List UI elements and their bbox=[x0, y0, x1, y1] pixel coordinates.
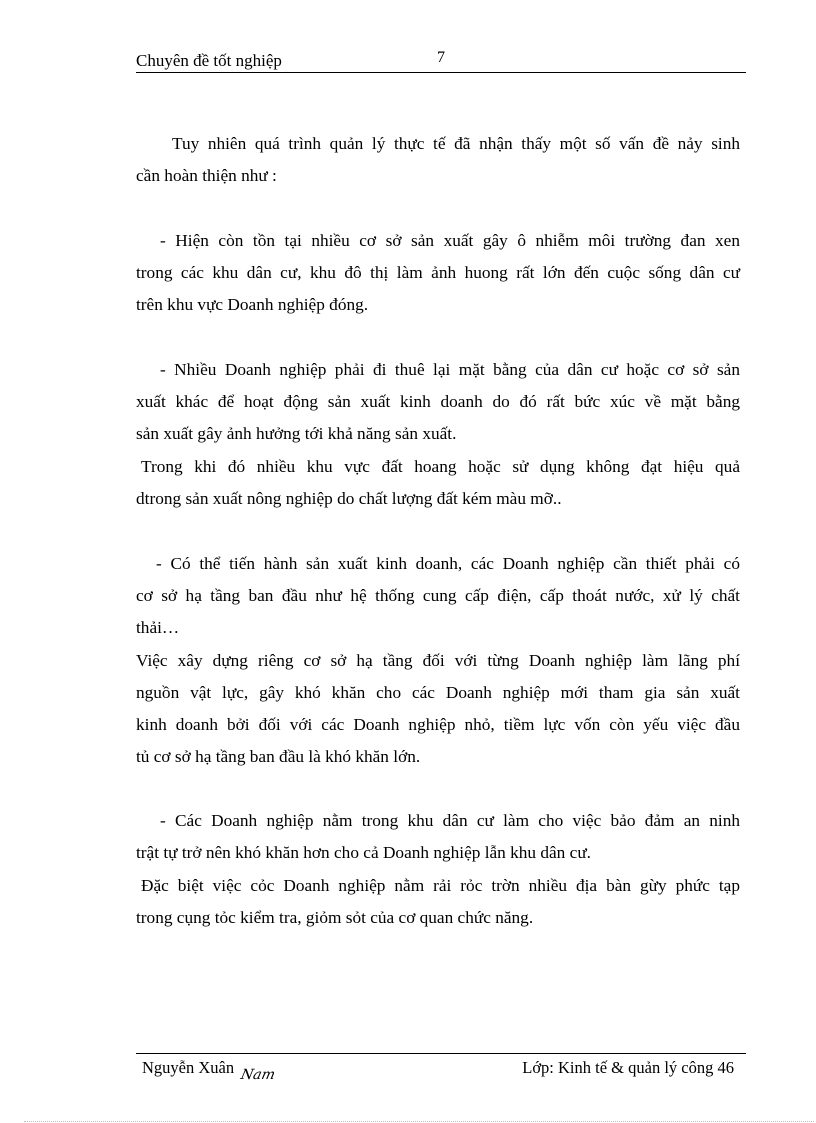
text-line: - Nhiều Doanh nghiệp phải đi thuê lại mặt bằng của dân cư hoặc cơ sở sản bbox=[160, 360, 740, 379]
text-line: trong các khu dân cư, khu đô thị làm ảnh huong rất lớn đến cuộc sống dân cư bbox=[136, 263, 740, 282]
text-line: xuất khác để hoạt động sản xuất kinh doanh do đó rất bức xúc về mặt bằng bbox=[136, 392, 740, 411]
text-line: dtrong sản xuất nông nghiệp do chất lượng đất kém màu mỡ.. bbox=[136, 489, 562, 508]
text-line: thải… bbox=[136, 618, 180, 637]
author-name: Nguyễn Xuân bbox=[142, 1058, 235, 1077]
text-line: tủ cơ sở hạ tầng ban đầu là khó khăn lớn. bbox=[136, 747, 421, 766]
page-edge-divider bbox=[24, 1121, 814, 1122]
text-line: cơ sở hạ tầng ban đầu như hệ thống cung cấp điện, cấp thoát nước, xử lý chất bbox=[136, 586, 740, 605]
text-line: Việc xây dựng riêng cơ sở hạ tầng đối với từng Doanh nghiệp làm lãng phí bbox=[136, 651, 740, 670]
text-line: trong cụng tỏc kiểm tra, giỏm sỏt của cơ quan chức năng. bbox=[136, 908, 534, 927]
author-signature: Nam bbox=[239, 1067, 277, 1083]
text-line: Đặc biệt việc cỏc Doanh nghiệp nằm rải rỏc trờn nhiều địa bàn gừy phức tạp bbox=[141, 876, 740, 895]
text-line: kinh doanh bởi đối với các Doanh nghiệp nhỏ, tiềm lực vốn còn yếu việc đầu bbox=[136, 715, 740, 734]
text-line: cần hoàn thiện như : bbox=[136, 166, 277, 185]
text-line: nguồn vật lực, gây khó khăn cho các Doanh nghiệp mới tham gia sản xuất bbox=[136, 683, 740, 702]
text-line: trên khu vực Doanh nghiệp đóng. bbox=[136, 295, 369, 314]
text-line: sản xuất gây ảnh hưởng tới khả năng sản xuất. bbox=[136, 424, 457, 443]
class-info: Lớp: Kinh tế & quản lý công 46 bbox=[522, 1058, 734, 1077]
text-line: trật tự trở nên khó khăn hơn cho cả Doanh nghiệp lẫn khu dân cư. bbox=[136, 843, 591, 862]
text-line: Tuy nhiên quá trình quản lý thực tế đã nhận thấy một số vấn đề nảy sinh bbox=[172, 134, 740, 153]
text-line: Trong khi đó nhiều khu vực đất hoang hoặc sử dụng không đạt hiệu quả bbox=[141, 457, 740, 476]
author-name-block bbox=[142, 1058, 277, 1083]
text-line: - Hiện còn tồn tại nhiều cơ sở sản xuất gây ô nhiễm môi trường đan xen bbox=[160, 231, 740, 250]
page-header bbox=[136, 50, 746, 73]
page-footer bbox=[136, 1053, 746, 1084]
document-title: Chuyên đề tốt nghiệp bbox=[136, 51, 282, 70]
text-line: - Các Doanh nghiệp nằm trong khu dân cư làm cho việc bảo đảm an ninh bbox=[160, 811, 740, 830]
text-line: - Có thể tiến hành sản xuất kinh doanh, các Doanh nghiệp cần thiết phải có bbox=[156, 554, 740, 573]
page-number: 7 bbox=[437, 49, 445, 66]
